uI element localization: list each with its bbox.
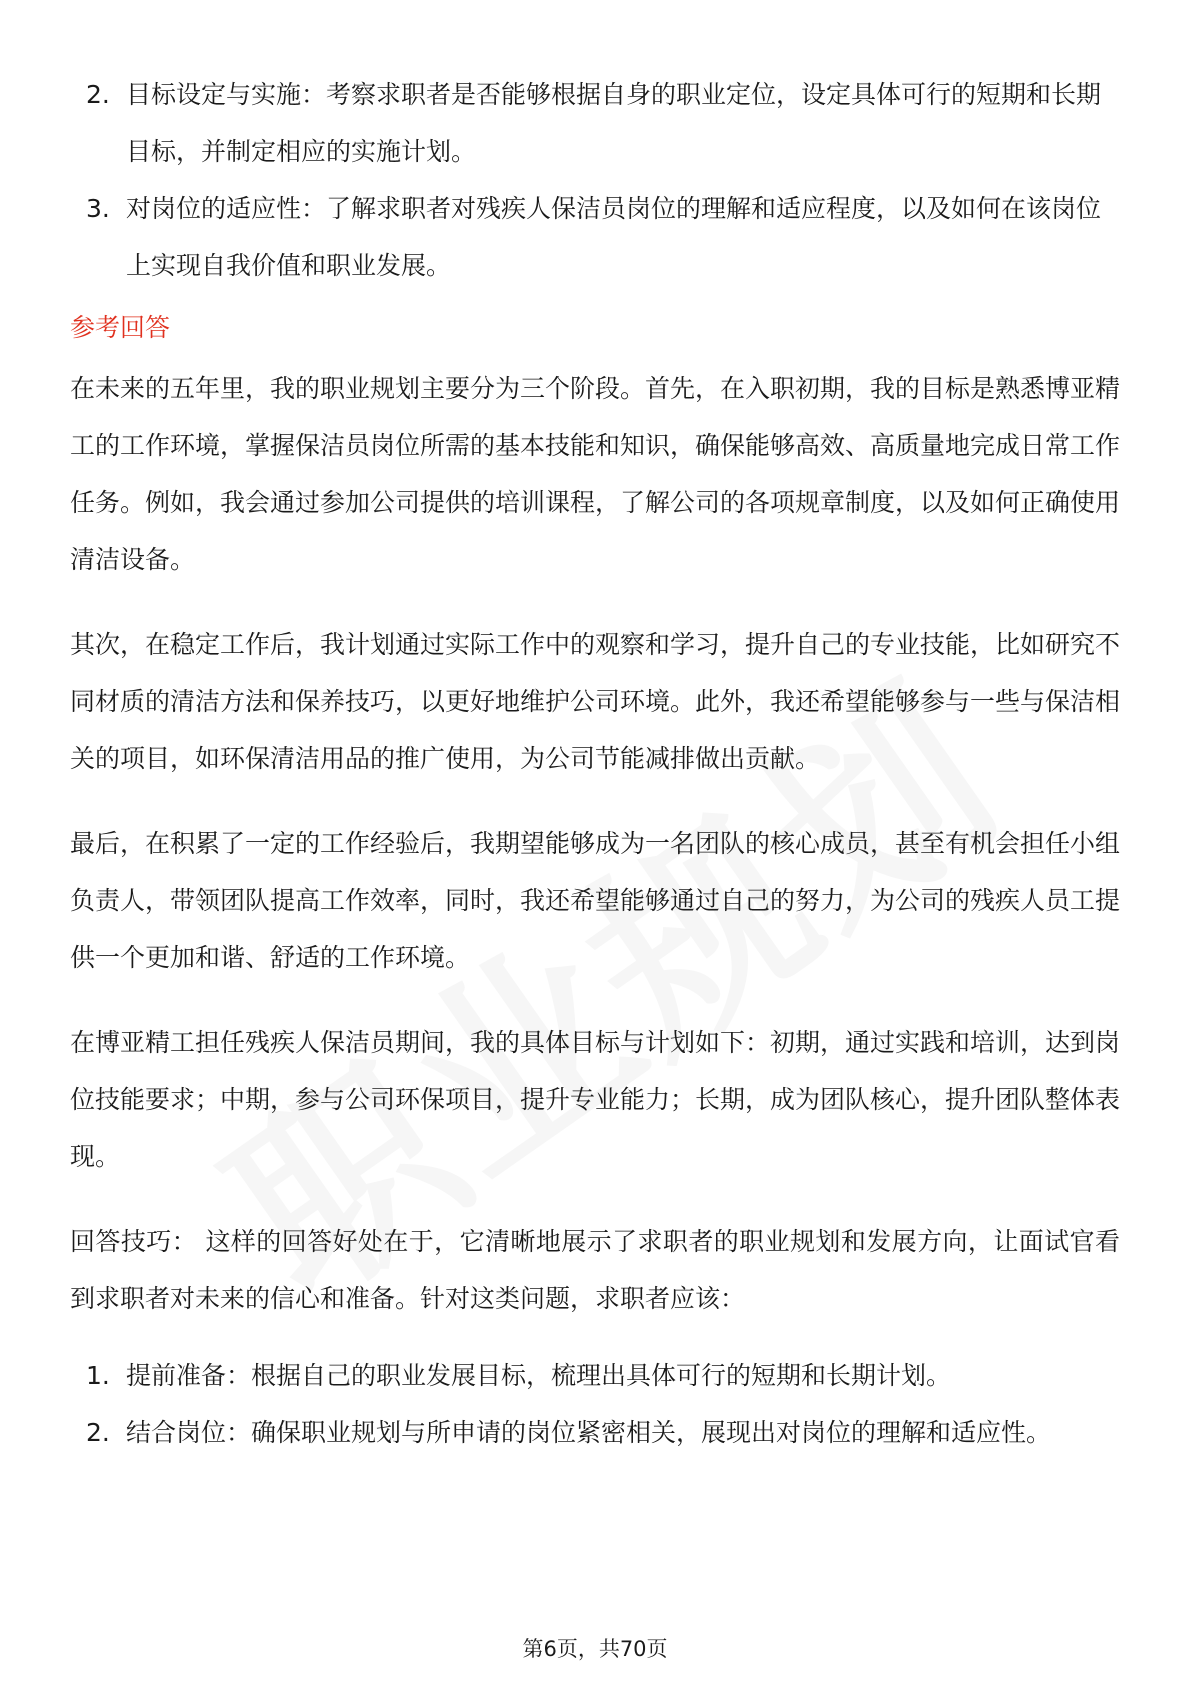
list-item <box>70 1404 1120 1461</box>
list-item-text: 目标设定与实施：考察求职者是否能够根据自身的职业定位，设定具体可行的短期和长期目标，并制定相应的实施计划。 <box>126 80 1102 166</box>
answer-paragraph: 其次，在稳定工作后，我计划通过实际工作中的观察和学习，提升自己的专业技能，比如研究不同材质的清洁方法和保养技巧，以更好地维护公司环境。此外，我还希望能够参与一些与保洁相关的项目，如环保清洁用品的推广使用，为公司节能减排做出贡献。 <box>70 630 1121 773</box>
answer-paragraph: 在博亚精工担任残疾人保洁员期间，我的具体目标与计划如下：初期，通过实践和培训，达到岗位技能要求；中期，参与公司环保项目，提升专业能力；长期，成为团队核心，提升团队整体表现。 <box>70 1028 1121 1171</box>
tips-list <box>70 1347 1120 1461</box>
document-page <box>70 66 1120 1461</box>
answer-paragraph: 最后，在积累了一定的工作经验后，我期望能够成为一名团队的核心成员，甚至有机会担任小组负责人，带领团队提高工作效率，同时，我还希望能够通过自己的努力，为公司的残疾人员工提供一个更加和谐、舒适的工作环境。 <box>70 829 1121 972</box>
list-item-text: 提前准备：根据自己的职业发展目标，梳理出具体可行的短期和长期计划。 <box>126 1361 952 1390</box>
list-item-number: 3. <box>86 194 110 223</box>
list-item-number: 2. <box>86 80 110 109</box>
section-title: 参考回答 <box>70 313 171 342</box>
list-item-text: 结合岗位：确保职业规划与所申请的岗位紧密相关，展现出对岗位的理解和适应性。 <box>126 1418 1052 1447</box>
list-item-number: 2. <box>86 1418 110 1447</box>
list-item-text: 对岗位的适应性：了解求职者对残疾人保洁员岗位的理解和适应程度，以及如何在该岗位上实现自我价值和职业发展。 <box>126 194 1102 280</box>
tip-paragraph: 回答技巧： 这样的回答好处在于，它清晰地展示了求职者的职业规划和发展方向，让面试官看到求职者对未来的信心和准备。针对这类问题，求职者应该： <box>70 1227 1120 1313</box>
list-item <box>70 66 1120 180</box>
answer-paragraph: 在未来的五年里，我的职业规划主要分为三个阶段。首先，在入职初期，我的目标是熟悉博亚精工的工作环境，掌握保洁员岗位所需的基本技能和知识，确保能够高效、高质量地完成日常工作任务。例如，我会通过参加公司提供的培训课程，了解公司的各项规章制度，以及如何正确使用清洁设备。 <box>70 374 1121 574</box>
page-footer: 第6页，共70页 <box>522 1637 668 1661</box>
criteria-list <box>70 66 1120 294</box>
list-item-number: 1. <box>86 1361 110 1390</box>
list-item <box>70 180 1120 294</box>
list-item <box>70 1347 1120 1404</box>
